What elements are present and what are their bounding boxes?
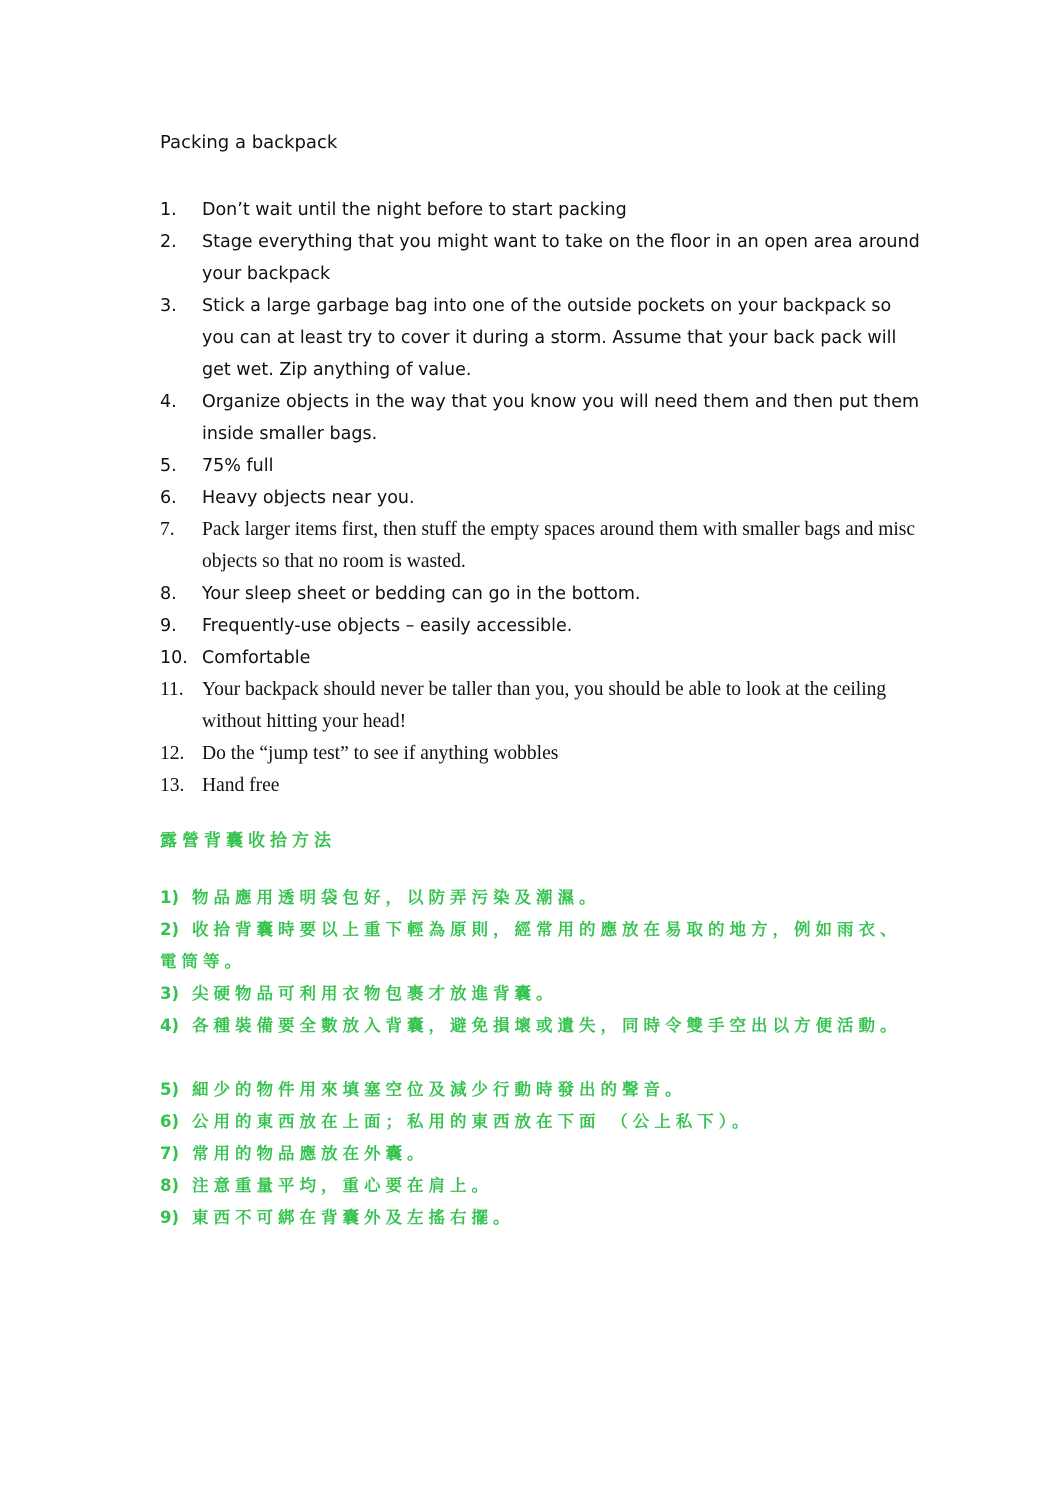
list-item-number: 2) <box>160 920 180 939</box>
list-item-number: 1. <box>160 200 177 220</box>
list-item-text: 東西不可綁在背囊外及左搖右擺。 <box>192 1208 515 1227</box>
list-item <box>160 914 920 978</box>
list-item <box>160 450 920 482</box>
list-item-text: 各種裝備要全數放入背囊，避免損壞或遺失，同時令雙手空出以方便活動。 <box>192 1016 902 1035</box>
english-packing-list <box>160 194 920 802</box>
list-item-number: 8) <box>160 1176 180 1195</box>
list-item-text: 常用的物品應放在外囊。 <box>192 1144 429 1163</box>
list-item <box>160 1170 920 1202</box>
list-item-text: Pack larger items first, then stuff the empty spaces around them with smaller bags and misc objects so that no room is wasted. <box>202 519 916 572</box>
list-item-text: Your backpack should never be taller than you, you should be able to look at the ceiling without hitting your head! <box>202 679 887 732</box>
list-item-text: 尖硬物品可利用衣物包裹才放進背囊。 <box>192 984 558 1003</box>
list-item <box>160 482 920 514</box>
list-item-number: 6. <box>160 488 177 508</box>
list-item <box>160 386 920 450</box>
list-item-number: 11. <box>160 679 184 700</box>
list-item <box>160 882 920 914</box>
list-item-text: Your sleep sheet or bedding can go in the bottom. <box>202 584 641 604</box>
list-item-text: Stick a large garbage bag into one of the outside pockets on your backpack so you can at least try to cover it during a storm. Assume that your back pack will get wet. Zip anything of value. <box>202 296 897 380</box>
list-item-number: 4) <box>160 1016 180 1035</box>
list-item-text: Do the “jump test” to see if anything wobbles <box>202 743 559 764</box>
list-item <box>160 1106 920 1138</box>
list-item <box>160 1074 920 1106</box>
list-item-text: 注意重量平均，重心要在肩上。 <box>192 1176 493 1195</box>
list-item <box>160 578 920 610</box>
list-item-number: 9. <box>160 616 177 636</box>
list-item <box>160 770 920 802</box>
chinese-packing-list-part-1 <box>160 882 920 1042</box>
list-item <box>160 1010 920 1042</box>
list-item-number: 5) <box>160 1080 180 1099</box>
chinese-section-title: 露營背囊收拾方法 <box>160 831 336 851</box>
list-item <box>160 674 920 738</box>
list-item <box>160 642 920 674</box>
list-item-text: 公用的東西放在上面；私用的東西放在下面 （公上私下）。 <box>192 1112 754 1131</box>
list-item-text: Frequently-use objects – easily accessible. <box>202 616 573 636</box>
list-item-text: Don’t wait until the night before to start packing <box>202 200 627 220</box>
list-item <box>160 514 920 578</box>
list-item-number: 2. <box>160 232 177 252</box>
list-item <box>160 194 920 226</box>
list-item-text: Organize objects in the way that you know you will need them and then put them inside smaller bags. <box>202 392 920 444</box>
list-item-number: 8. <box>160 584 177 604</box>
list-item-number: 12. <box>160 743 185 764</box>
list-item-number: 4. <box>160 392 177 412</box>
list-item <box>160 1138 920 1170</box>
list-item <box>160 738 920 770</box>
list-item <box>160 610 920 642</box>
list-item-text: 收拾背囊時要以上重下輕為原則，經常用的應放在易取的地方，例如雨衣、電筒等。 <box>160 920 902 971</box>
list-item-text: Comfortable <box>202 648 311 668</box>
list-item-number: 6) <box>160 1112 180 1131</box>
list-item-text: Heavy objects near you. <box>202 488 415 508</box>
list-item-text: 75% full <box>202 456 274 476</box>
list-item-text: Stage everything that you might want to take on the floor in an open area around your backpack <box>202 232 920 284</box>
list-item-text: Hand free <box>202 775 280 796</box>
list-item-number: 5. <box>160 456 177 476</box>
list-item-number: 1) <box>160 888 180 907</box>
list-item-number: 3) <box>160 984 180 1003</box>
list-item <box>160 978 920 1010</box>
page-title: Packing a backpack <box>160 132 338 153</box>
list-item <box>160 1202 920 1234</box>
list-item <box>160 290 920 386</box>
list-item-number: 3. <box>160 296 177 316</box>
list-item <box>160 226 920 290</box>
list-item-number: 9) <box>160 1208 180 1227</box>
list-item-text: 物品應用透明袋包好，以防弄污染及潮濕。 <box>192 888 601 907</box>
list-item-number: 10. <box>160 648 188 668</box>
list-item-number: 7. <box>160 519 175 540</box>
list-item-number: 13. <box>160 775 185 796</box>
list-item-text: 細少的物件用來填塞空位及減少行動時發出的聲音。 <box>192 1080 687 1099</box>
list-item-number: 7) <box>160 1144 180 1163</box>
chinese-packing-list-part-2 <box>160 1074 920 1234</box>
